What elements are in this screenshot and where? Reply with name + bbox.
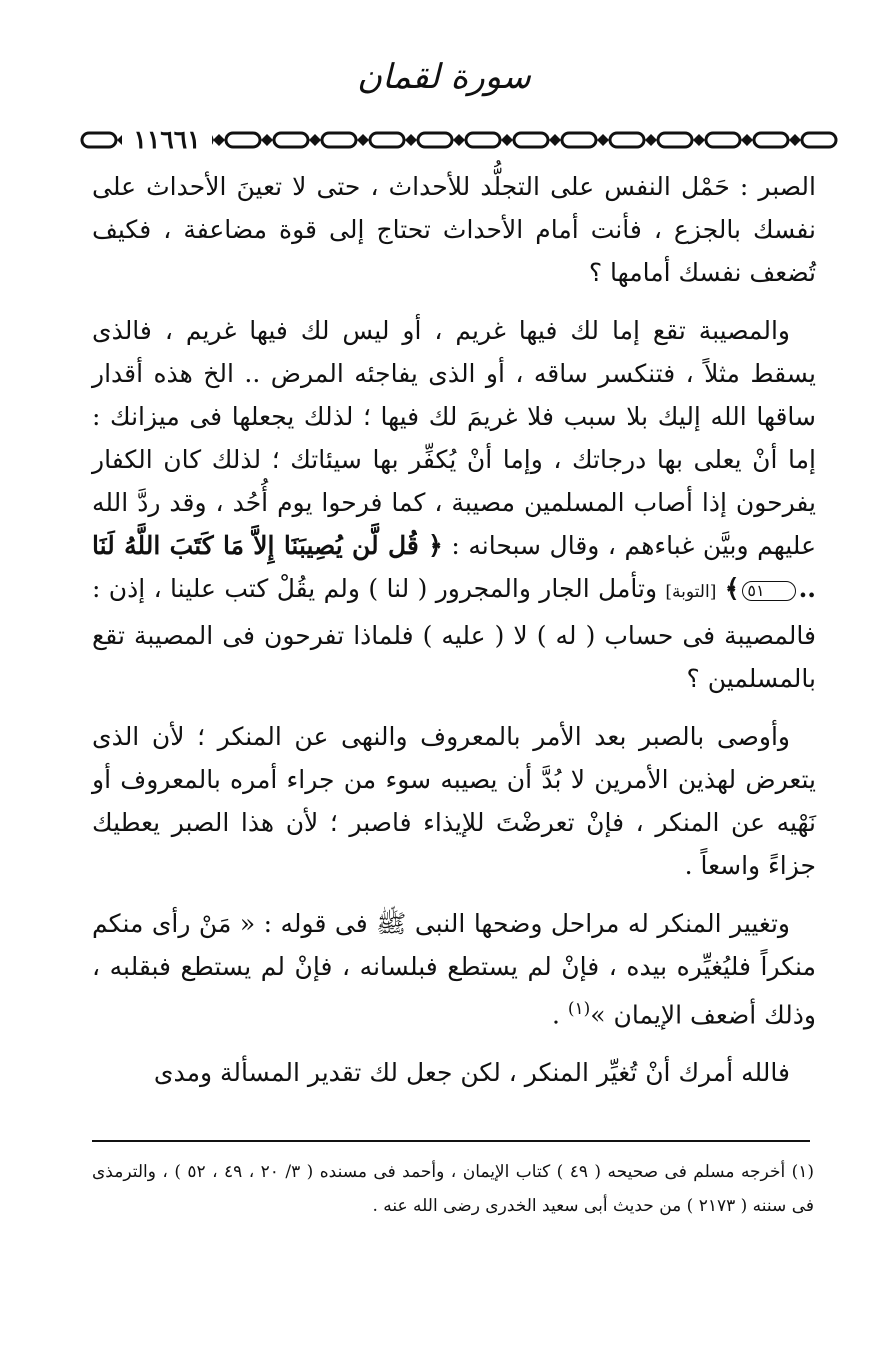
chain-link-shape <box>562 133 596 147</box>
chain-link-shape <box>82 133 116 147</box>
surah-reference: [التوبة] <box>665 582 717 602</box>
chain-link-shape <box>370 133 404 147</box>
quran-close-bracket: ﴾ <box>724 574 740 603</box>
chain-diamond-shape <box>645 134 657 146</box>
chain-link-shape <box>322 133 356 147</box>
surah-title: سورة لقمان <box>357 57 531 97</box>
page-number: ١١٦٦١ <box>122 126 212 154</box>
chain-diamond-shape <box>261 134 273 146</box>
chain-link-shape <box>754 133 788 147</box>
chain-link-shape <box>466 133 500 147</box>
quran-verse: ﴿ قُل لَّن يُصِيبَنَا إِلاَّ مَا كَتَبَ اللَّهُ لَنَا .. <box>92 531 817 603</box>
paragraph-2-text-a: والمصيبة تقع إما لك فيها غريم ، أو ليس لك فيها غريم ، فالذى يسقط مثلاً ، فتنكسر ساقه ، أو الذى يفاجئه المرض .. الخ هذه أقدار ساقها الله إليك بلا سبب فلا غريمَ لك فيها ؛ لذلك يجعلها فى ميزانك : إما أنْ يعلى بها درجاتك ، وإما أنْ يُكفِّر بها سيئاتك ؛ لذلك كان الكفار يفرحون إذا أصاب المسلمين مصيبة ، كما فرحوا يوم أُحُد ، وقد ردَّ الله عليهم وبيَّن غباءهم ، وقال سبحانه : <box>92 316 816 560</box>
chain-diamond-shape <box>741 134 753 146</box>
chain-diamond-shape <box>693 134 705 146</box>
ayah-number-marker: ٥١ <box>742 581 795 601</box>
paragraph-4-text: وتغيير المنكر له مراحل وضحها النبى ﷺ فى قوله : « مَنْ رأى منكم منكراً فليُغيِّره بيده ، فإنْ لم يستطع فبلسانه ، فإنْ لم يستطع فبقلبه ، وذلك أضعف الإيمان » <box>92 909 816 1030</box>
main-text <box>92 165 816 1109</box>
paragraph-4-end: . <box>551 1000 568 1030</box>
chain-link-shape <box>610 133 644 147</box>
footnote-text: (١) أخرجه مسلم فى صحيحه ( ٤٩ ) كتاب الإيمان ، وأحمد فى مسنده ( ٣/ ٢٠ ، ٤٩ ، ٥٢ ) ، والترمذى فى سننه ( ٢١٧٣ ) من حديث أبى سعيد الخدرى رضى الله عنه . <box>92 1162 815 1216</box>
chain-diamond-shape <box>309 134 321 146</box>
paragraph-4 <box>92 902 816 1036</box>
chain-diamond-shape <box>405 134 417 146</box>
paragraph-5: فالله أمرك أنْ تُغيِّر المنكر ، لكن جعل لك تقدير المسألة ومدى <box>153 1058 790 1088</box>
footnote-marker: (١) <box>567 999 591 1019</box>
footnote <box>92 1155 814 1223</box>
chain-link-shape <box>658 133 692 147</box>
chain-link-shape <box>802 133 836 147</box>
chain-link-shape <box>706 133 740 147</box>
chain-link-shape <box>418 133 452 147</box>
chain-link-shape <box>226 133 260 147</box>
chain-diamond-shape <box>453 134 465 146</box>
chain-diamond-shape <box>357 134 369 146</box>
chain-link-shape <box>514 133 548 147</box>
chain-diamond-shape <box>549 134 561 146</box>
chain-diamond-shape <box>213 134 225 146</box>
paragraph-2 <box>92 309 816 700</box>
chain-diamond-shape <box>597 134 609 146</box>
paragraph-1: الصبر : حَمْل النفس على التجلُّد للأحداث ، حتى لا تعينَ الأحداث على نفسك بالجزع ، فأنت أمام الأحداث تحتاج إلى قوة مضاعفة ، فكيف تُضعف نفسك أمامها ؟ <box>92 172 816 287</box>
chain-diamond-shape <box>789 134 801 146</box>
chain-diamond-shape <box>501 134 513 146</box>
chain-link-shape <box>274 133 308 147</box>
footnote-separator <box>92 1140 810 1142</box>
paragraph-3: وأوصى بالصبر بعد الأمر بالمعروف والنهى عن المنكر ؛ لأن الذى يتعرض لهذين الأمرين لا بُدَّ أن يصيبه سوء من جراء أمره بالمعروف أو نَهْيه عن المنكر ، فإنْ تعرضْتَ للإيذاء فاصبر ؛ لأن هذا الصبر يعطيك جزاءً واسعاً . <box>92 722 816 880</box>
paragraph-2-text-b: وتأمل الجار والمجرور ( لنا ) ولم يقُلْ كتب علينا ، إذن : فالمصيبة فى حساب ( له ) لا ( عليه ) فلماذا تفرحون فى المصيبة تقع بالمسلمين ؟ <box>92 574 816 693</box>
